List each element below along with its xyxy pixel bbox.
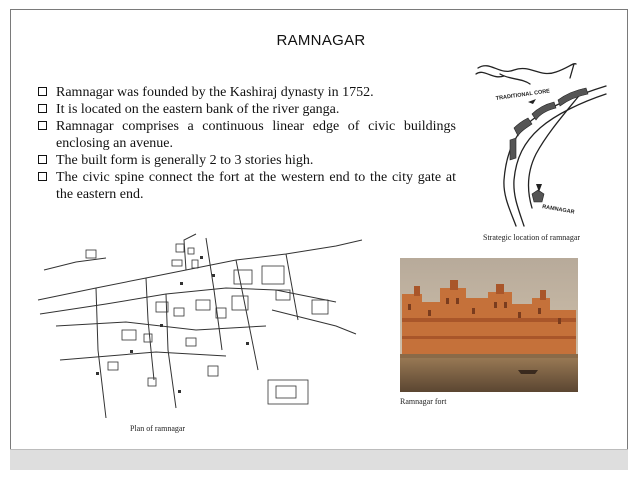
slide-footer-bar (10, 449, 628, 470)
checkbox-bullet-icon (38, 121, 47, 130)
bullet-text: Ramnagar comprises a continuous linear edge of civic buildings enclosing an avenue. (56, 119, 456, 151)
bullet-text: Ramnagar was founded by the Kashiraj dynasty in 1752. (56, 85, 374, 100)
bullet-item (38, 84, 456, 101)
bullet-item (38, 101, 456, 118)
strategic-location-caption: Strategic location of ramnagar (483, 233, 581, 242)
checkbox-bullet-icon (38, 87, 47, 96)
ramnagar-map-label: RAMNAGAR (541, 204, 575, 216)
slide-title: RAMNAGAR (276, 32, 366, 49)
checkbox-bullet-icon (38, 155, 47, 164)
checkbox-bullet-icon (38, 172, 47, 181)
ramnagar-plan-caption: Plan of ramnagar (130, 424, 186, 433)
bullet-text: The civic spine connect the fort at the western end to the city gate at the eastern end. (56, 170, 456, 202)
ramnagar-plan-drawing (36, 230, 366, 420)
strategic-location-map (470, 58, 612, 230)
bullet-item (38, 169, 456, 203)
bullet-text: It is located on the eastern bank of the river ganga. (56, 102, 340, 117)
bullet-list (38, 84, 456, 203)
ramnagar-fort-caption: Ramnagar fort (400, 397, 447, 406)
bullet-item (38, 118, 456, 152)
bullet-item (38, 152, 456, 169)
bullet-text: The built form is generally 2 to 3 stories high. (56, 153, 314, 168)
traditional-core-label: TRADITIONAL CORE (495, 88, 551, 102)
ramnagar-fort-photo (400, 258, 578, 392)
checkbox-bullet-icon (38, 104, 47, 113)
